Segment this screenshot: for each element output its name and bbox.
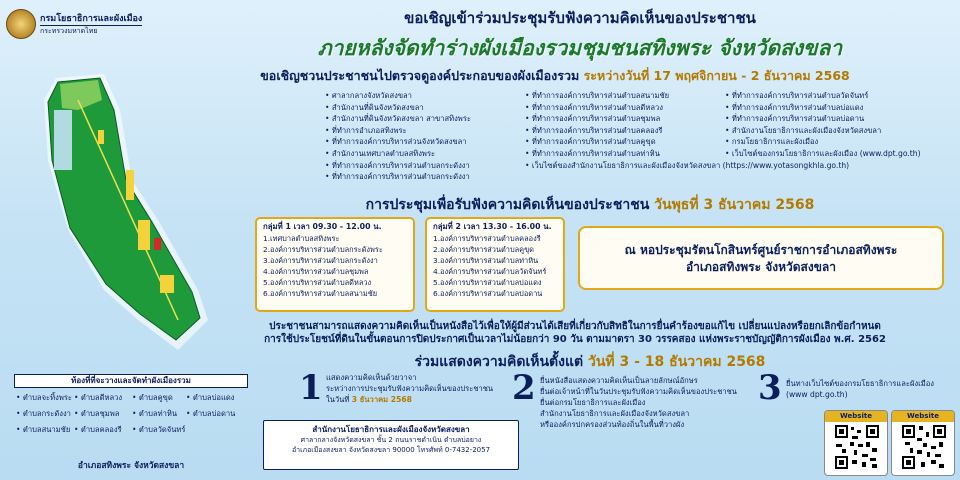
place-item: • ที่ทำการองค์การบริหารส่วนตำบลชุมพล [525,113,849,125]
channel-3-line: ยื่นทางเว็บไซต์ของกรมโยธาธิการและผังเมือง [786,379,935,388]
logo-text [40,11,142,37]
group-1-item: 3.องค์การบริหารส่วนตำบลกระดังงา [263,256,378,265]
place-item: • ที่ทำการองค์การบริหารส่วนตำบลกระดังงา [325,171,471,183]
place-item: • ที่ทำการองค์การบริหารส่วนตำบลสนามชัย [525,90,849,102]
group-2-item: 4.องค์การบริหารส่วนตำบลวัดจันทร์ [433,267,547,276]
map-center-zone [154,238,161,250]
meeting-date: วันพุธที่ 3 ธันวาคม 2568 [654,197,815,213]
group-1-heading: กลุ่มที่ 1 เวลา 09.30 - 12.00 น. [263,222,382,231]
dpt-logo [6,4,196,44]
qr-icon [901,424,947,470]
qr-label: Website [825,411,887,422]
place-item: • กรมโยธาธิการและผังเมือง [725,136,921,148]
place-item: • ที่ทำการองค์การบริหารส่วนตำบลกระดังงา [325,160,471,172]
group-2-item: 3.องค์การบริหารส่วนตำบลท่าหิน [433,256,539,265]
contact-title: สำนักงานโยธาธิการและผังเมืองจังหวัดสงขลา [312,425,470,434]
channel-2-line: ยื่นหนังสือแสดงความคิดเห็นเป็นลายลักษณ์อักษร [540,376,698,385]
map-lake [54,110,72,170]
map-community-zone-3 [160,275,174,293]
qr-icon [834,424,880,470]
area-item: • ตำบลบ่อดาน [186,408,235,420]
opinion-title-text: ร่วมแสดงความคิดเห็นตั้งแต่ [414,354,584,370]
inspection-intro: ขอเชิญชวนประชาชนไปตรวจดูองค์ประกอบของผังเมืองรวม [260,68,580,83]
group-2-heading: กลุ่มที่ 2 เวลา 13.30 - 16.00 น. [433,222,552,231]
channel-1-line: ระหว่างการประชุมรับฟังความคิดเห็นของประชาชน [326,384,494,393]
map-community-zone-2 [138,220,150,250]
group-2-item: 5.องค์การบริหารส่วนตำบลบ่อแดง [433,278,542,287]
channel-1-text [326,372,493,405]
place-item: • สำนักงานเทศบาลตำบลสทิงพระ [325,148,471,160]
area-item: • ตำบลจะทิ้งพระ [16,392,72,404]
area-item: • ตำบลชุมพล [74,408,119,420]
places-col-1 [325,90,471,183]
channel-1-date-prefix: ในวันที่ [326,395,350,404]
channel-2-line: สำนักงานโยธาธิการและผังเมืองจังหวัดสงขลา [540,409,690,418]
venue-line-1: ณ หอประชุมรัตนโกสินทร์ศูนย์ราชการอำเภอสทิงพระ [624,243,898,257]
notice-line-1: ประชาชนสามารถแสดงความคิดเห็นเป็นหนังสือไว้เพื่อให้ผู้มีส่วนได้เสียที่เกี่ยวกับสิทธิในการยื่นคำร้องขอแก้ไข เปลี่ยนแปลงหรือยกเลิกข้อกำหนด [269,321,881,332]
meeting-title [240,194,940,216]
contact-line-2: อำเภอเมืองสงขลา จังหวัดสงขลา 90000 โทรศัพท์ 0-7432-2057 [291,446,491,454]
area-item: • ตำบลสนามชัย [16,424,70,436]
group-2-box [425,217,565,312]
place-item: • ที่ทำการองค์การบริหารส่วนตำบลบ่อแดง [725,102,921,114]
group-1-box [255,217,415,312]
header-line-3 [170,66,940,86]
channel-3-text [786,378,934,400]
legal-notice [200,320,950,346]
group-1-item: 2.องค์การบริหารส่วนตำบลกระดังพระ [263,245,383,254]
group-1-item: 5.องค์การบริหารส่วนตำบลดีหลวง [263,278,372,287]
meeting-title-text: การประชุมเพื่อรับฟังความคิดเห็นของประชาชน [365,197,650,213]
area-item: • ตำบลกระดังงา [16,408,71,420]
opinion-dates: วันที่ 3 - 18 ธันวาคม 2568 [587,354,766,370]
area-title: ท้องที่ที่จะวางและจัดทำผังเมืองรวม [14,374,248,388]
place-item: • เว็บไซต์ของสำนักงานโยธาธิการและผังเมืองจังหวัดสงขลา (https://www.yotasongkhla.go.th) [525,160,849,172]
place-item: • ที่ทำการองค์การบริหารส่วนตำบลดีหลวง [525,102,849,114]
inspection-places [325,90,945,194]
header-line-1: ขอเชิญเข้าร่วมประชุมรับฟังความคิดเห็นของประชาชน [404,9,756,27]
channel-2-text [540,375,737,430]
area-footer: อำเภอสทิงพระ จังหวัดสงขลา [77,461,185,471]
place-item: • ที่ทำการองค์การบริหารส่วนตำบลคูขุด [525,136,849,148]
area-item: • ตำบลดีหลวง [74,392,122,404]
dpt-seal-icon [6,9,36,39]
logo-subtitle: กระทรวงมหาดไทย [40,27,98,35]
area-item: • ตำบลท่าหิน [132,408,177,420]
contact-line-1: ศาลากลางจังหวัดสงขลา ชั้น 2 ถนนราชดำเนิน ตำบลบ่อยาง [300,436,482,444]
plan-area-box [14,374,248,474]
opinion-title [240,351,940,373]
inspection-dates: ระหว่างวันที่ 17 พฤศจิกายน - 2 ธันวาคม 2568 [583,68,850,83]
group-1-item: 6.องค์การบริหารส่วนตำบลสนามชัย [263,289,378,298]
map-community-zone-1 [126,170,134,200]
place-item: • สำนักงานที่ดินจังหวัดสงขลา สาขาสทิงพระ [325,113,471,125]
group-1-item: 1.เทศบาลตำบลสทิงพระ [263,234,340,243]
place-item: • สำนักงานโยธาธิการและผังเมืองจังหวัดสงขลา [725,125,921,137]
notice-line-2: การใช้ประโยชน์ที่ดินในขั้นตอนการปิดประกาศเป็นเวลาไม่น้อยกว่า 90 วัน ตามมาตรา 30 วรรคสอง แห่งพระราชบัญญัติการผังเมือง พ.ศ. 2562 [264,334,886,345]
venue-box [578,226,944,290]
area-item: • ตำบลวัดจันทร์ [132,424,186,436]
place-item: • ที่ทำการองค์การบริหารส่วนตำบลบ่อดาน [725,113,921,125]
group-2-item: 1.องค์การบริหารส่วนตำบลคลองรี [433,234,541,243]
channel-1-date-line [326,394,493,405]
group-1-item: 4.องค์การบริหารส่วนตำบลชุมพล [263,267,369,276]
logo-name: กรมโยธาธิการและผังเมือง [40,11,142,26]
header-title: ภายหลังจัดทำร่างผังเมืองรวมชุมชนสทิงพระ จังหวัดสงขลา [317,36,843,60]
area-item: • ตำบลคลองรี [74,424,122,436]
qr-code-dpt[interactable] [824,410,888,476]
place-item: • ที่ทำการอำเภอสทิงพระ [325,125,471,137]
channel-1-number: 1 [299,368,323,408]
channel-2-line: ยื่นต่อกรมโยธาธิการและผังเมือง [540,398,646,407]
group-2-item: 6.องค์การบริหารส่วนตำบลบ่อดาน [433,289,543,298]
place-item: • ที่ทำการองค์การบริหารส่วนจังหวัดสงขลา [325,136,471,148]
place-item: • สำนักงานที่ดินจังหวัดสงขลา [325,102,471,114]
place-item: • เว็บไซต์ของกรมโยธาธิการและผังเมือง (www.dpt.go.th) [725,148,921,160]
places-col-3 [725,90,921,160]
area-item: • ตำบลคูขุด [132,392,173,404]
place-item: • ที่ทำการองค์การบริหารส่วนตำบลคลองรี [525,125,849,137]
place-item: • ที่ทำการองค์การบริหารส่วนตำบลวัดจันทร์ [725,90,921,102]
channel-3-line: (www dpt.go.th) [786,390,848,399]
map-community-zone-4 [98,130,104,144]
channel-1-line: แสดงความคิดเห็นด้วยวาจา [326,373,417,382]
qr-code-yota[interactable] [891,410,955,476]
group-2-item: 2.องค์การบริหารส่วนตำบลคูขุด [433,245,534,254]
place-item: • ที่ทำการองค์การบริหารส่วนตำบลท่าหิน [525,148,849,160]
channel-2-number: 2 [512,368,536,408]
venue-line-2: อำเภอสทิงพระ จังหวัดสงขลา [685,260,837,274]
qr-label: Website [892,411,954,422]
channel-1-date: 3 ธันวาคม 2568 [351,395,412,404]
place-item: • ศาลากลางจังหวัดสงขลา [325,90,471,102]
channel-3-number: 3 [758,368,782,408]
area-item: • ตำบลบ่อแดง [186,392,235,404]
channel-2-line: หรือองค์กรปกครองส่วนท้องถิ่นในพื้นที่วางผัง [540,420,685,429]
contact-box [263,420,519,470]
plan-map [8,70,208,370]
channel-2-line: ยื่นต่อเจ้าหน้าที่ในวันประชุมรับฟังความคิดเห็นของประชาชน [540,387,737,396]
